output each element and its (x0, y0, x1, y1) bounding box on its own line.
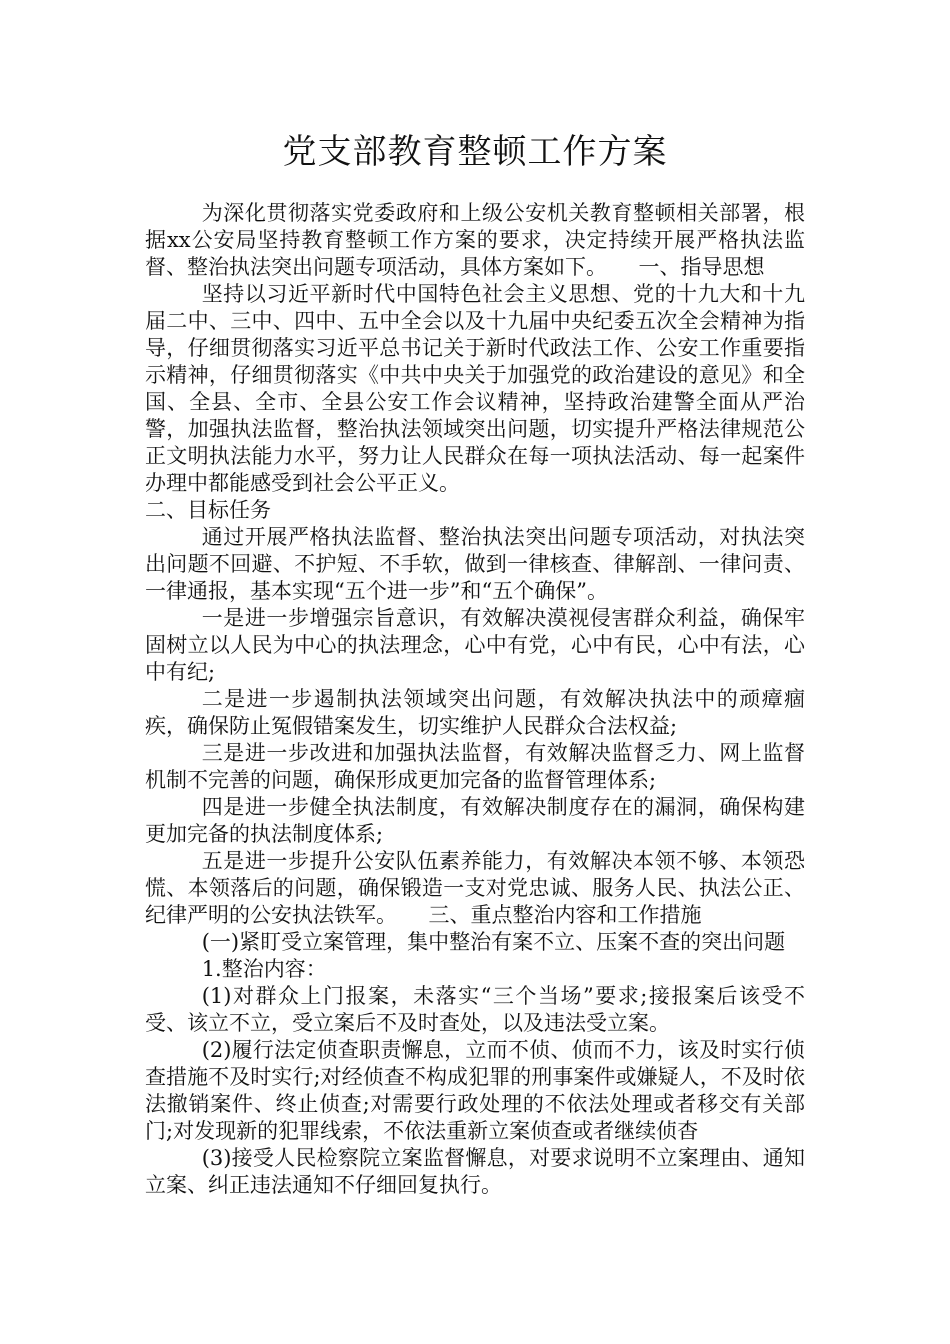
list-item-3: (3)接受人民检察院立案监督懈息，对要求说明不立案理由、通知立案、纠正违法通知不仔细回复执行。 (145, 1146, 805, 1197)
paragraph-goal-2: 二是进一步遏制执法领域突出问题，有效解决执法中的顽瘴痼疾，确保防止冤假错案发生，切实维护人民群众合法权益; (145, 687, 805, 738)
paragraph-goal-3: 三是进一步改进和加强执法监督，有效解决监督乏力、网上监督机制不完善的问题，确保形成更加完备的监督管理体系; (145, 741, 805, 792)
paragraph-goals: 通过开展严格执法监督、整治执法突出问题专项活动，对执法突出问题不回避、不护短、不手软，做到一律核查、律解剖、一律问责、一律通报，基本实现“五个进一步”和“五个确保”。 (145, 525, 805, 603)
document-body (145, 128, 805, 1199)
paragraph-intro: 为深化贯彻落实党委政府和上级公安机关教育整顿相关部署，根据xx公安局坚持教育整顿工作方案的要求，决定持续开展严格执法监督、整治执法突出问题专项活动，具体方案如下。 一、指导思想 (145, 201, 805, 279)
paragraph-goal-4: 四是进一步健全执法制度，有效解决制度存在的漏洞，确保构建更加完备的执法制度体系; (145, 795, 805, 846)
section-heading-goals: 二、目标任务 (145, 498, 271, 522)
subheading-content: 1.整治内容： (201, 957, 327, 981)
subheading-1: (一)紧盯受立案管理，集中整治有案不立、压案不查的突出问题 (201, 930, 786, 954)
paragraph-goal-1: 一是进一步增强宗旨意识，有效解决漠视侵害群众利益，确保牢固树立以人民为中心的执法理念，心中有党，心中有民，心中有法，心中有纪; (145, 606, 805, 684)
paragraph-guiding-thought: 坚持以习近平新时代中国特色社会主义思想、党的十九大和十九届二中、三中、四中、五中全会以及十九届中央纪委五次全会精神为指导，仔细贯彻落实习近平总书记关于新时代政法工作、公安工作重要指示精神，仔细贯彻落实《中共中央关于加强党的政治建设的意见》和全国、全县、全市、全县公安工作会议精神，坚持政治建警全面从严治警，加强执法监督，整治执法领域突出问题，切实提升严格法律规范公正文明执法能力水平，努力让人民群众在每一项执法活动、每一起案件办理中都能感受到社会公平正义。 (145, 282, 805, 495)
list-item-2: (2)履行法定侦查职责懈息，立而不侦、侦而不力，该及时实行侦查措施不及时实行;对经侦查不构成犯罪的刑事案件或嫌疑人，不及时依法撤销案件、终止侦查;对需要行政处理的不依法处理或者移交有关部门;对发现新的犯罪线索，不依法重新立案侦查或者继续侦杳 (145, 1038, 805, 1143)
document-title: 党支部教育整顿工作方案 (282, 132, 668, 172)
paragraph-goal-5: 五是进一步提升公安队伍素养能力，有效解决本领不够、本领恐慌、本领落后的问题，确保锻造一支对党忠诚、服务人民、执法公正、纪律严明的公安执法铁军。 三、重点整治内容和工作措施 (145, 849, 805, 927)
list-item-1: (1)对群众上门报案，未落实“三个当场”要求;接报案后该受不受、该立不立，受立案后不及时查处，以及违法受立案。 (145, 984, 805, 1035)
